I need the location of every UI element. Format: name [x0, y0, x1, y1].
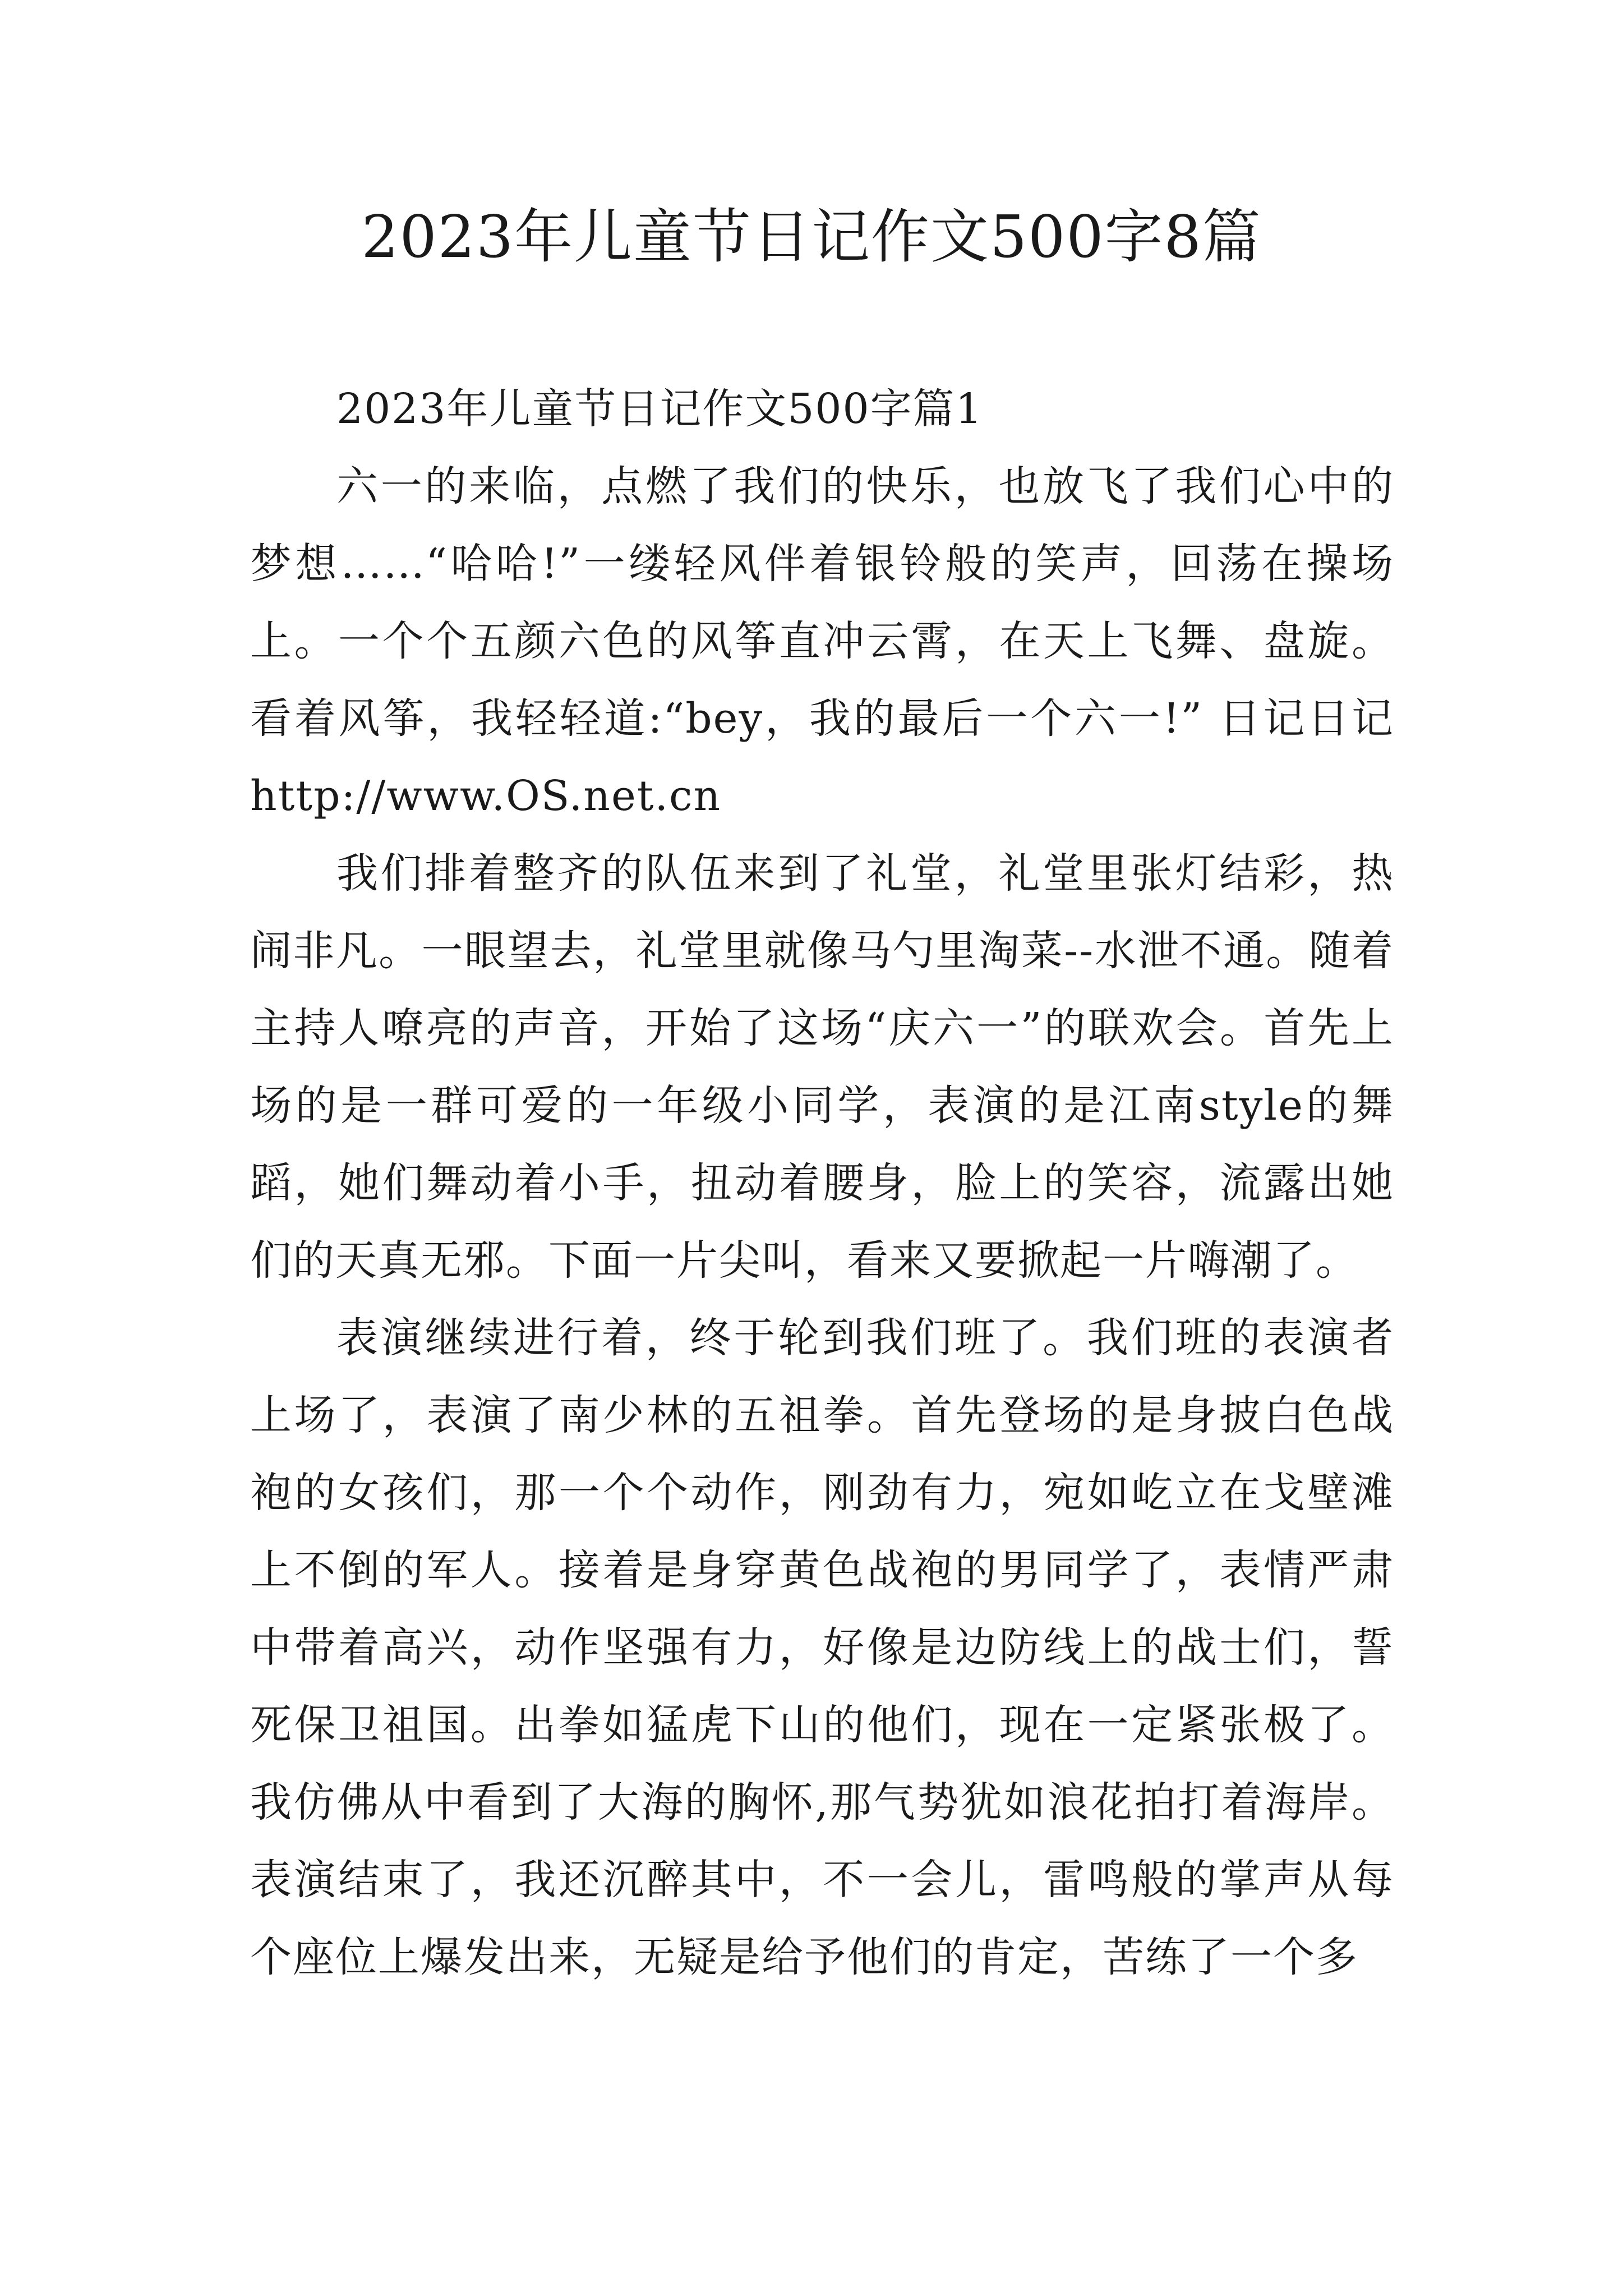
section-heading: 2023年儿童节日记作文500字篇1 — [336, 385, 983, 433]
paragraph: 我们排着整齐的队伍来到了礼堂，礼堂里张灯结彩，热闹非凡。一眼望去，礼堂里就像马勺里淘菜--水泄不通。随着主持人嘹亮的声音，开始了这场“庆六一”的联欢会。首先上场的是一群可爱的一年级小同学，表演的是江南style的舞蹈，她们舞动着小手，扭动着腰身，脸上的笑容，流露出她们的天真无邪。下面一片尖叫，看来又要掀起一片嗨潮了。 — [250, 849, 1394, 1285]
paragraph: 表演继续进行着，终于轮到我们班了。我们班的表演者上场了，表演了南少林的五祖拳。首先登场的是身披白色战袍的女孩们，那一个个动作，刚劲有力，宛如屹立在戈壁滩上不倒的军人。接着是身穿黄色战袍的男同学了，表情严肃中带着高兴，动作坚强有力，好像是边防线上的战士们，誓死保卫祖国。出拳如猛虎下山的他们，现在一定紧张极了。我仿佛从中看到了大海的胸怀,那气势犹如浪花拍打着海岸。表演结束了，我还沉醉其中，不一会儿，雷鸣般的掌声从每个座位上爆发出来，无疑是给予他们的肯定，苦练了一个多 — [250, 1314, 1394, 1981]
document-body — [250, 370, 1394, 1996]
paragraph: 六一的来临，点燃了我们的快乐，也放飞了我们心中的梦想……“哈哈!”一缕轻风伴着银铃般的笑声，回荡在操场上。一个个五颜六色的风筝直冲云霄，在天上飞舞、盘旋。看着风筝，我轻轻道:“bey，我的最后一个六一!” 日记日记http://www.OS.net.cn — [250, 462, 1394, 820]
document-title: 2023年儿童节日记作文500字8篇 — [361, 203, 1262, 271]
